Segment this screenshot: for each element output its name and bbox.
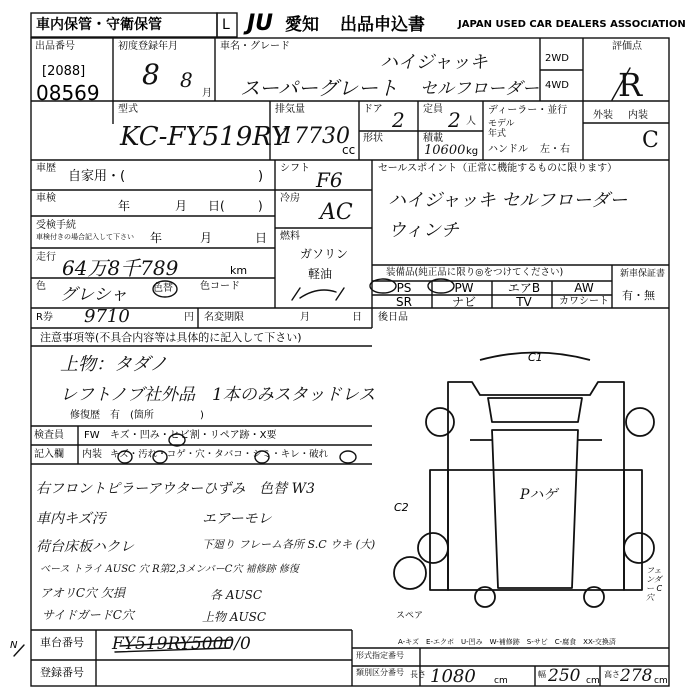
- acceptance-note: 車検付きの場合記入して下さい: [36, 233, 134, 241]
- diagram-bed-mark: Pハゲ: [520, 487, 558, 503]
- damage-legend: A-キズ E-エクボ U-凹み W-補修跡 S-サビ C-腐食 XX-交換済: [398, 638, 616, 646]
- storage-label: 車内保管・守衛保管: [36, 17, 162, 33]
- cooling-label: 冷房: [280, 193, 300, 204]
- dim-length-label: 長さ: [410, 670, 426, 679]
- remark-line-4: ベース トライ AUSC 穴 R第2,3メンバーC穴 補修跡 修復: [40, 564, 299, 575]
- notes-line1: 上物：タダノ: [60, 354, 168, 375]
- history-close: ): [258, 169, 264, 184]
- dim-category-label: 類別区分番号: [356, 668, 404, 677]
- dealer-model: モデル: [488, 119, 515, 129]
- acceptance-year-unit: 年: [150, 231, 163, 245]
- capacity-label: 定員: [423, 104, 443, 115]
- association-name: JAPAN USED CAR DEALERS ASSOCIATION: [458, 19, 686, 30]
- fuel-diesel: 軽油: [308, 267, 333, 281]
- registration-year: 8: [142, 58, 160, 91]
- equipment-label: 装備品(純正品に限り◎をつけてください): [386, 267, 564, 278]
- registration-label: 初度登録年月: [118, 41, 178, 52]
- margin-mark: N: [10, 640, 18, 651]
- diagram-right-mark: フェンダー C穴: [646, 566, 663, 602]
- fuel-gasoline: ガソリン: [300, 247, 349, 261]
- equip-sr: SR: [396, 295, 412, 309]
- handle-label: ハンドル: [488, 144, 528, 155]
- drive-2wd: 2WD: [545, 53, 569, 64]
- mileage-unit: km: [230, 264, 248, 277]
- remark-line-2-right: エアーモレ: [202, 511, 272, 527]
- name-change-label: 名変期限: [204, 312, 244, 323]
- remark-line-6-right: 上物 AUSC: [202, 610, 266, 624]
- tax-unit: 円: [184, 312, 194, 323]
- sales-point-line2: ウィンチ: [388, 220, 459, 241]
- remark-line-3-right: 下廻り フレーム各所 S.C ウキ (大): [202, 538, 376, 551]
- name-change-day: 日: [352, 312, 362, 323]
- history-label: 車歴: [36, 163, 56, 174]
- chassis-label: 車台番号: [40, 636, 84, 649]
- after-marks-label: 後日品: [378, 312, 408, 323]
- color-value: グレシャ: [60, 285, 128, 305]
- storage-box: L: [222, 17, 230, 33]
- cooling-value: AC: [320, 200, 353, 225]
- model-value: KC-FY519RY: [120, 122, 289, 152]
- remark-line-1: 右フロントピラーアウターひずみ 色替 W3: [36, 481, 315, 497]
- dim-height-label: 高さ: [604, 670, 620, 679]
- exterior-label: 外装: [593, 110, 613, 121]
- warranty-label: 新車保証書: [620, 269, 666, 279]
- score-value: R: [618, 66, 643, 104]
- shift-label: シフト: [280, 163, 310, 174]
- org-name: 愛知: [285, 15, 319, 35]
- form-title: 出品申込書: [340, 15, 425, 35]
- sales-point-line1: ハイジャッキ セルフローダー: [388, 190, 628, 211]
- chassis-value: FY519RY5000/0: [112, 634, 251, 654]
- inspection-label: 車検: [36, 193, 56, 204]
- capacity-unit: 人: [466, 116, 476, 127]
- sales-point-label: セールスポイント（正常に機能するものに限ります）: [378, 163, 618, 174]
- tax-value: 9710: [84, 306, 130, 327]
- remark-line-5-right: 各 AUSC: [210, 588, 262, 602]
- load-unit: kg: [466, 146, 479, 157]
- inspector-row2: キズ・汚れ・コゲ・穴・タバコ・シミ・キレ・破れ: [110, 449, 329, 460]
- registration-month-unit: 月: [202, 88, 212, 99]
- load-label: 積載: [423, 133, 443, 144]
- inspector-fw: FW: [84, 430, 100, 441]
- equip-tv: TV: [516, 295, 532, 309]
- remark-line-5: アオリC穴 欠損: [40, 586, 125, 600]
- equip-pw: PW: [454, 281, 474, 295]
- vehicle-name: ハイジャッキ: [380, 52, 488, 73]
- handle-options: 左・右: [540, 144, 570, 155]
- vehicle-label: 車名・グレード: [220, 41, 290, 52]
- color-code-label: 色コード: [200, 281, 240, 292]
- repair-value: 有 (箇所: [110, 410, 154, 421]
- shape-label: 形状: [363, 133, 383, 144]
- lot-number: 08569: [36, 81, 100, 105]
- equip-navi: ナビ: [451, 295, 476, 309]
- acceptance-day-unit: 日: [255, 231, 268, 245]
- reg-number-label: 登録番号: [40, 666, 84, 679]
- entry-label: 記入欄: [34, 449, 64, 460]
- inspection-day-unit: 日(: [208, 199, 225, 213]
- repair-label: 修復歴: [70, 410, 100, 421]
- acceptance-label: 受検手続: [36, 220, 76, 231]
- notes-label: 注意事項等(不具合内容等は具体的に記入して下さい): [40, 331, 302, 344]
- tax-label: R券: [36, 312, 53, 323]
- mileage-label: 走行: [36, 252, 56, 263]
- spare-label: スペア: [396, 611, 424, 621]
- name-change-month: 月: [300, 312, 310, 323]
- dim-length-unit: cm: [494, 676, 508, 686]
- mileage-value: 64万8千789: [62, 256, 179, 280]
- inspector-interior: 内装: [82, 449, 102, 460]
- model-label: 型式: [118, 104, 138, 115]
- color-label: 色: [36, 281, 46, 292]
- dealer-type: ディーラー・並行: [488, 105, 568, 116]
- doors-label: ドア: [363, 104, 383, 115]
- displacement-value: 17730: [280, 124, 350, 149]
- repair-close: ): [200, 410, 204, 421]
- diagram-top-mark: C1: [528, 351, 543, 364]
- vehicle-body: セルフローダー: [420, 79, 539, 99]
- equip-leather: カワシート: [559, 296, 609, 307]
- shift-value: F6: [316, 168, 343, 192]
- inspector-label: 検査員: [34, 430, 64, 441]
- dim-width-value: 250: [548, 666, 581, 686]
- dim-width-label: 幅: [538, 670, 546, 679]
- warranty-value: 有・無: [622, 289, 655, 302]
- vehicle-grade: スーパーグレート: [240, 76, 398, 100]
- drive-4wd: 4WD: [545, 80, 569, 91]
- inspector-row1: キズ・凹み・ヒビ割・リペア跡・X要: [110, 430, 277, 441]
- dim-model-label: 形式指定番号: [356, 651, 404, 660]
- remark-line-3: 荷台床板ハクレ: [36, 539, 134, 555]
- ju-logo: JU: [247, 11, 274, 36]
- history-value: 自家用・(: [68, 169, 126, 184]
- lot-code: [2088]: [42, 64, 86, 79]
- displacement-label: 排気量: [275, 104, 305, 115]
- interior-label: 内装: [628, 110, 648, 121]
- equip-aw: AW: [574, 281, 594, 295]
- dim-height-unit: cm: [654, 676, 668, 686]
- score-label: 評価点: [612, 41, 642, 52]
- diagram-left-mark: C2: [394, 501, 409, 514]
- dealer-year: 年式: [488, 129, 507, 139]
- doors-value: 2: [392, 108, 405, 132]
- lot-label: 出品番号: [35, 41, 75, 52]
- inspection-month-unit: 月: [175, 199, 188, 213]
- equip-ps: PS: [396, 281, 412, 295]
- acceptance-month-unit: 月: [200, 231, 213, 245]
- capacity-value: 2: [448, 108, 461, 132]
- load-value: 10600: [424, 143, 466, 158]
- inspection-year-unit: 年: [118, 199, 131, 213]
- color-change-label: 色替: [153, 283, 173, 294]
- dim-width-unit: cm: [586, 676, 600, 686]
- remark-line-2: 車内キズ汚: [36, 511, 106, 527]
- fuel-label: 燃料: [280, 231, 300, 242]
- remark-line-6: サイドガードC穴: [42, 608, 134, 622]
- interior-score: C: [642, 128, 659, 153]
- equip-airbag: エアB: [507, 281, 541, 295]
- dim-height-value: 278: [620, 666, 653, 686]
- displacement-unit: cc: [342, 143, 356, 157]
- inspection-close: ): [258, 199, 263, 213]
- dim-length-value: 1080: [430, 666, 476, 687]
- registration-month: 8: [180, 68, 193, 92]
- notes-line2: レフトノブ社外品 1本のみスタッドレス: [60, 385, 376, 405]
